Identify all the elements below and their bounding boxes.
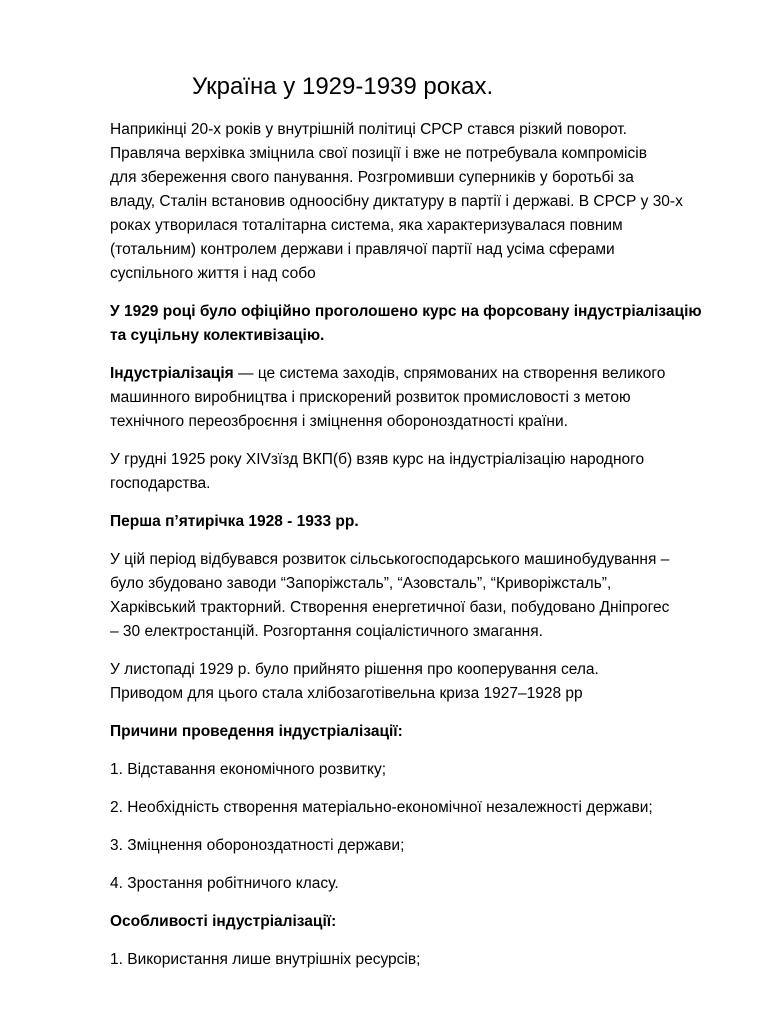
text-line: – 30 електростанцій. Розгортання соціалістичного змагання. [110,623,543,640]
text-line: Харківський тракторний. Створення енергетичної бази, побудовано Дніпрогес [110,599,670,616]
text-line: У цій період відбувався розвиток сільськогосподарського машинобудування – [110,551,670,568]
document-body [110,118,730,986]
text-line: владу, Сталін встановив одноосібну диктатуру в партії і державі. В СРСР у 30-х [110,193,683,210]
text-line: Правляча верхівка зміцнила свої позиції і вже не потребувала компромісів [110,145,647,162]
text-line [110,362,730,386]
congress-paragraph [110,448,730,496]
feature-item: 1. Використання лише внутрішніх ресурсів; [110,951,421,968]
text-line: машинного виробництва і прискорений розвиток промисловості з метою [110,389,631,406]
reason-item: 2. Необхідність створення матеріально-економічної незалежності держави; [110,799,653,816]
course-paragraph [110,300,730,348]
five-year-heading: Перша п’ятирічка 1928 - 1933 рр. [110,513,359,530]
text-line: У грудні 1925 року XIVзїзд ВКП(б) взяв курс на індустріалізацію народного [110,451,645,468]
text-line: було збудовано заводи “Запоріжсталь”, “Азовсталь”, “Криворіжсталь”, [110,575,612,592]
text-line: та суцільну колективізацію. [110,327,325,344]
industrialization-term: Індустріалізація [110,365,234,382]
text-line: Наприкінці 20-х років у внутрішній політиці СРСР стався різкий поворот. [110,121,627,138]
reason-item: 1. Відставання економічного розвитку; [110,761,387,778]
intro-paragraph [110,118,730,286]
five-year-paragraph [110,548,730,644]
reason-item: 4. Зростання робітничого класу. [110,875,339,892]
definition-text: — це система заходів, спрямованих на створення великого [233,365,666,382]
industrialization-definition [110,362,730,434]
text-line: технічного переозброєння і зміцнення обороноздатності країни. [110,413,568,430]
document-title: Україна у 1929-1939 роках. [192,73,494,100]
text-line: роках утворилася тоталітарна система, яка характеризувалася повним [110,217,623,234]
november-paragraph [110,658,730,706]
text-line: У листопаді 1929 р. було прийнято рішення про кооперування села. [110,661,599,678]
text-line: суспільного життя і над собо [110,265,316,282]
text-line: Приводом для цього стала хлібозаготівельна криза 1927–1928 рр [110,685,583,702]
reason-item: 3. Зміцнення обороноздатності держави; [110,837,405,854]
reasons-heading: Причини проведення індустріалізації: [110,723,403,740]
text-line: У 1929 році було офіційно проголошено курс на форсовану індустріалізацію [110,303,702,320]
text-line: господарства. [110,475,211,492]
features-heading: Особливості індустріалізації: [110,913,337,930]
text-line: для збереження свого панування. Розгромивши суперників у боротьбі за [110,169,634,186]
text-line: (тотальним) контролем держави і правлячої партії над усіма сферами [110,241,615,258]
